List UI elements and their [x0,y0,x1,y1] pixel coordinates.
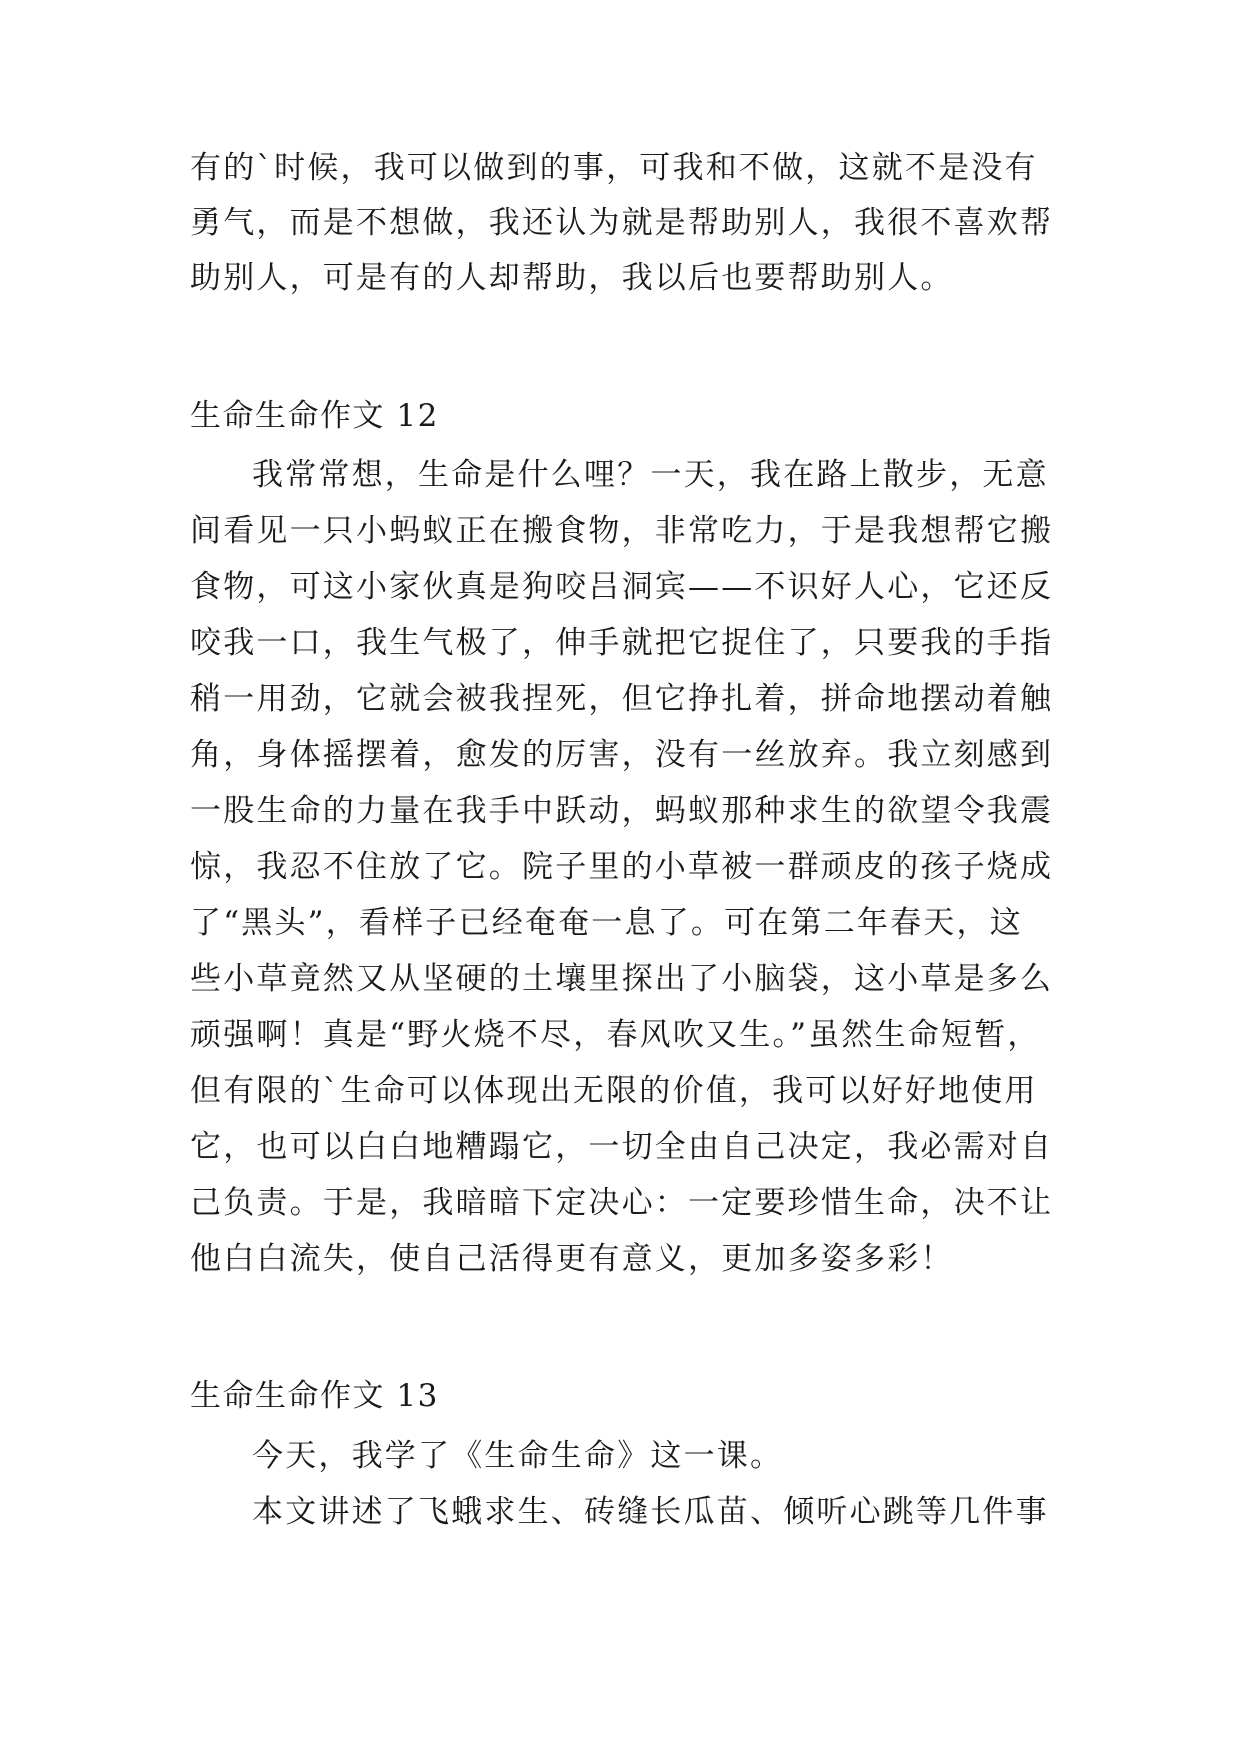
text-line: 些小草竟然又从坚硬的土壤里探出了小脑袋，这小草是多么 [190,961,1054,997]
text-line: 它，也可以白白地糟蹋它，一切全由自己决定，我必需对自 [190,1129,1054,1165]
text-line: 己负责。于是，我暗暗下定决心：一定要珍惜生命，决不让 [190,1185,1054,1221]
text-line: 稍一用劲，它就会被我捏死，但它挣扎着，拼命地摆动着触 [190,681,1054,717]
text-line: 他白白流失，使自己活得更有意义，更加多姿多彩！ [190,1241,954,1277]
text-line: 咬我一口，我生气极了，伸手就把它捉住了，只要我的手指 [190,625,1054,661]
text-line: 助别人，可是有的人却帮助，我以后也要帮助别人。 [190,260,954,296]
text-line: 顽强啊！真是“野火烧不尽，春风吹又生。”虽然生命短暂， [190,1017,1041,1053]
section-heading: 生命生命作文 13 [190,1378,439,1414]
text-line: 今天，我学了《生命生命》这一课。 [252,1438,784,1474]
text-line: 我常常想，生命是什么哩？一天，我在路上散步，无意 [252,457,1049,493]
text-line: 角，身体摇摆着，愈发的厉害，没有一丝放弃。我立刻感到 [190,737,1054,773]
text-line: 间看见一只小蚂蚁正在搬食物，非常吃力，于是我想帮它搬 [190,513,1054,549]
text-line: 有的`时候，我可以做到的事，可我和不做，这就不是没有 [190,150,1038,186]
text-line: 了“黑头”，看样子已经奄奄一息了。可在第二年春天，这 [190,905,1023,941]
text-line: 本文讲述了飞蛾求生、砖缝长瓜苗、倾听心跳等几件事 [252,1494,1049,1530]
text-line: 惊，我忍不住放了它。院子里的小草被一群顽皮的孩子烧成 [190,849,1054,885]
text-line: 但有限的`生命可以体现出无限的价值，我可以好好地使用 [190,1073,1038,1109]
section-heading: 生命生命作文 12 [190,398,439,434]
text-line: 一股生命的力量在我手中跃动，蚂蚁那种求生的欲望令我震 [190,793,1054,829]
text-line: 勇气，而是不想做，我还认为就是帮助别人，我很不喜欢帮 [190,205,1054,241]
text-line: 食物，可这小家伙真是狗咬吕洞宾——不识好人心，它还反 [190,569,1054,605]
